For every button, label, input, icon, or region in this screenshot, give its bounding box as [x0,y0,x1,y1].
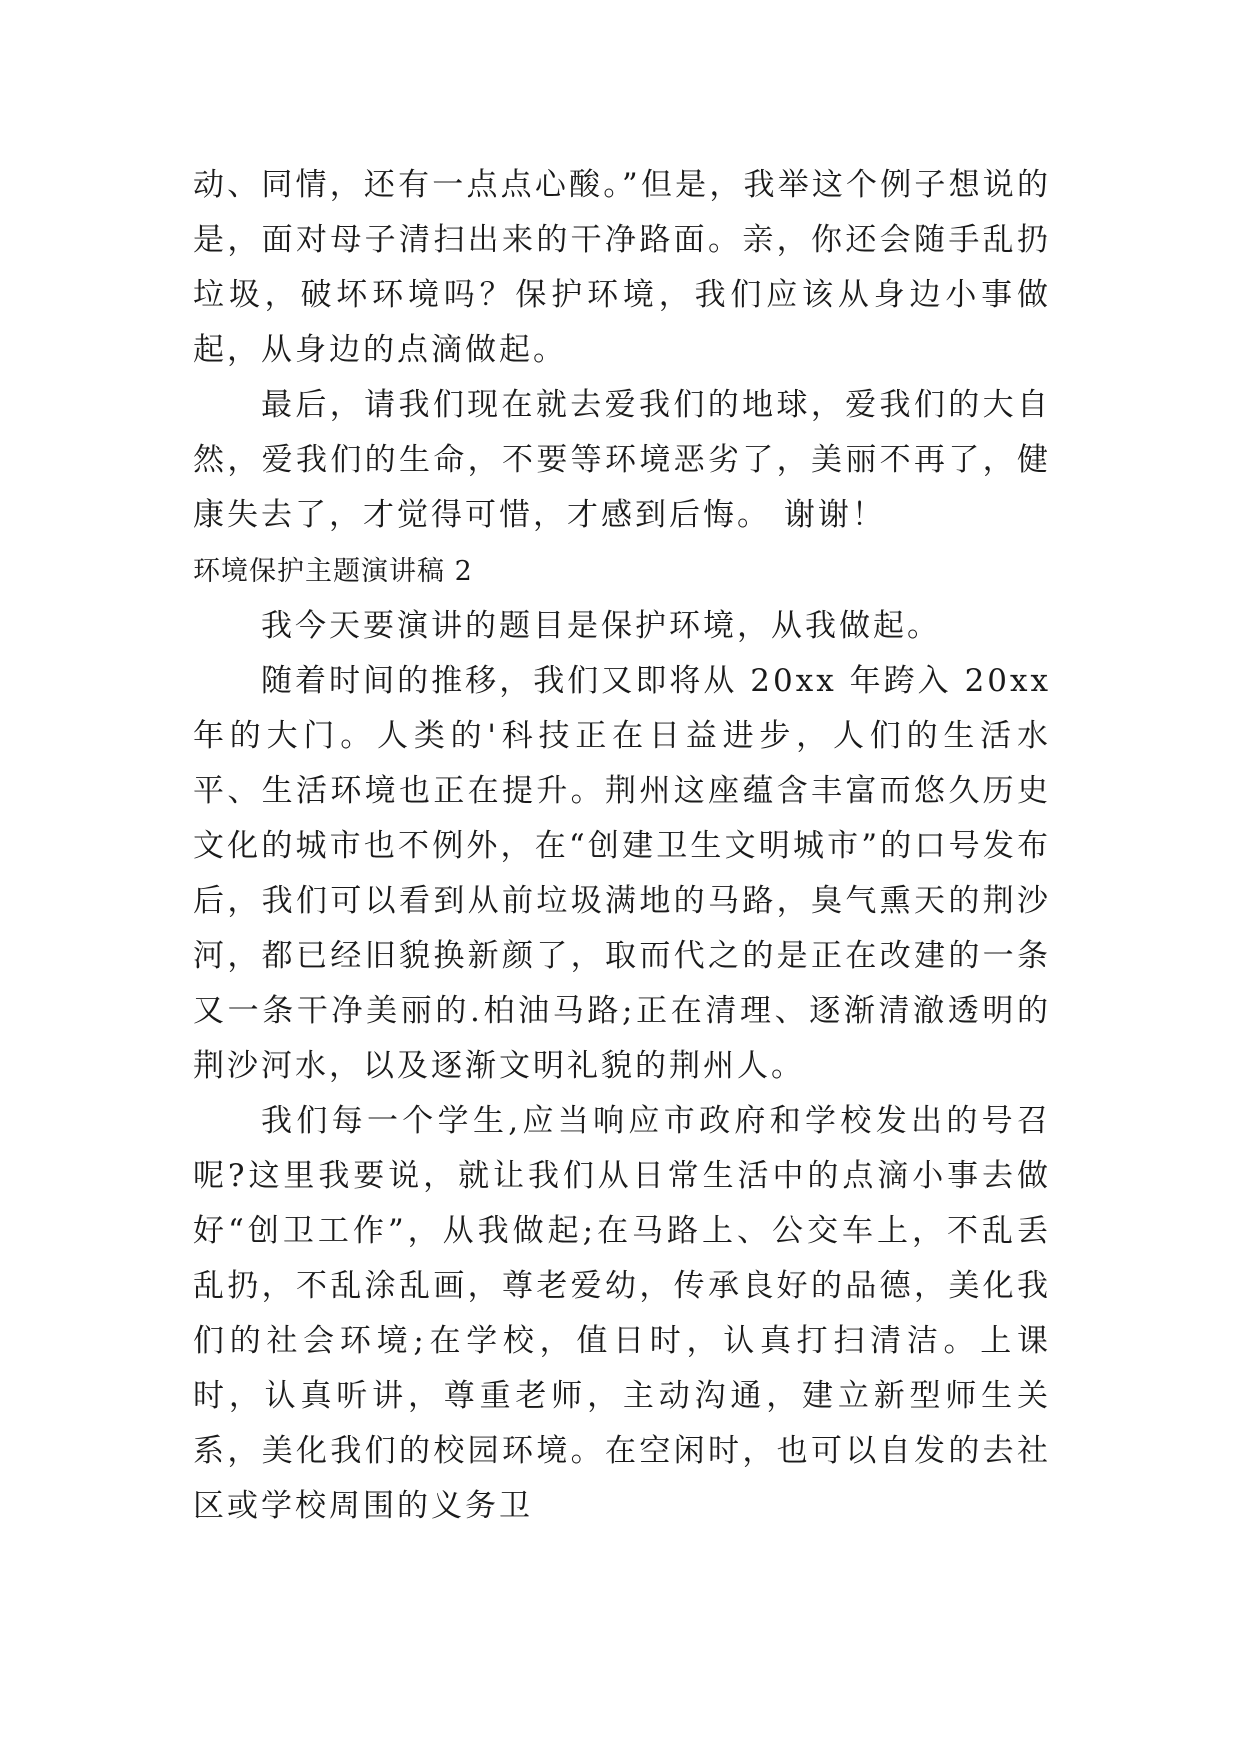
paragraph-students: 我们每一个学生,应当响应市政府和学校发出的号召呢?这里我要说，就让我们从日常生活中的点滴小事去做好“创卫工作”，从我做起;在马路上、公交车上，不乱丢乱扔，不乱涂乱画，尊老爱幼，传承良好的品德，美化我们的社会环境;在学校，值日时，认真打扫清洁。上课时，认真听讲，尊重老师，主动沟通，建立新型师生关系，美化我们的校园环境。在空闲时，也可以自发的去社区或学校周围的义务卫 [193,1103,1051,1524]
document-body [193,158,1051,1534]
paragraph-continuation: 动、同情，还有一点点心酸。”但是，我举这个例子想说的是，面对母子清扫出来的干净路面。亲，你还会随手乱扔垃圾，破坏环境吗？保护环境，我们应该从身边小事做起，从身边的点滴做起。 [193,167,1051,368]
section-heading: 环境保护主题演讲稿 2 [193,556,473,587]
paragraph-closing: 最后，请我们现在就去爱我们的地球，爱我们的大自然，爱我们的生命，不要等环境恶劣了，美丽不再了，健康失去了，才觉得可惜，才感到后悔。 谢谢！ [193,387,1051,533]
paragraph-time: 随着时间的推移，我们又即将从 20xx 年跨入 20xx 年的大门。人类的'科技正在日益进步，人们的生活水平、生活环境也正在提升。荆州这座蕴含丰富而悠久历史文化的城市也不例外，在“创建卫生文明城市”的口号发布后，我们可以看到从前垃圾满地的马路，臭气熏天的荆沙河，都已经旧貌换新颜了，取而代之的是正在改建的一条又一条干净美丽的.柏油马路;正在清理、逐渐清澈透明的荆沙河水，以及逐渐文明礼貌的荆州人。 [193,663,1051,1084]
paragraph-topic: 我今天要演讲的题目是保护环境，从我做起。 [261,608,941,644]
